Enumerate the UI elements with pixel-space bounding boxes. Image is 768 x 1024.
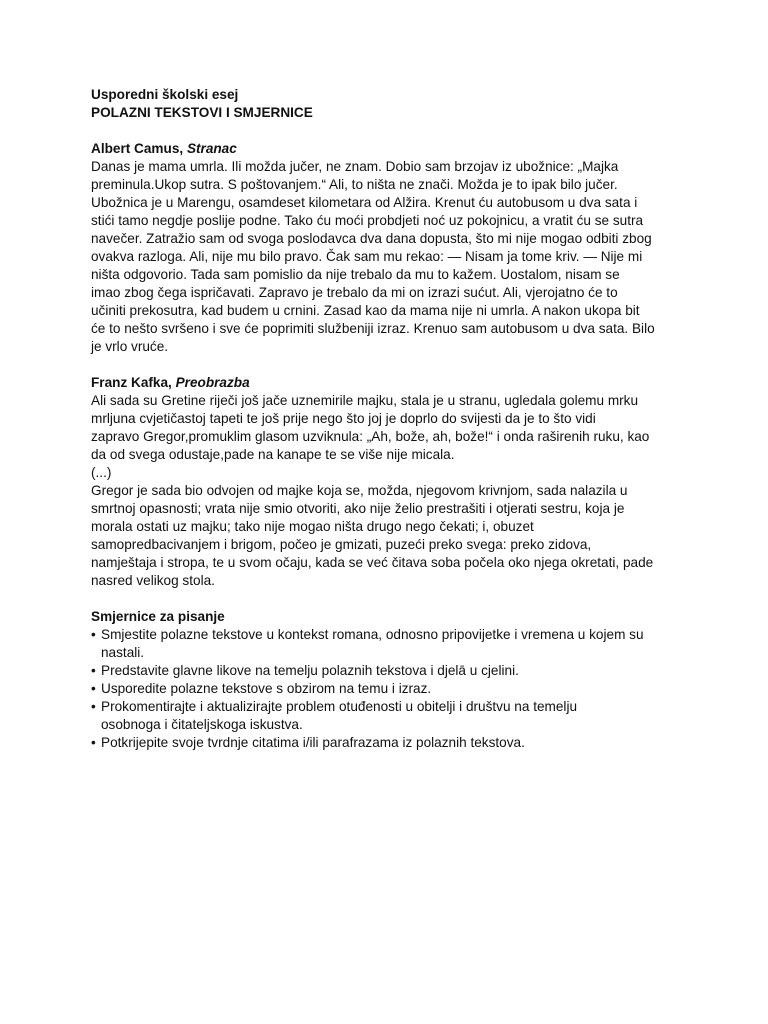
guidelines-list bbox=[91, 626, 691, 752]
list-item-text: Prokomentirajte i aktualizirajte problem otuđenosti u obitelji i društvu na temelju bbox=[101, 699, 578, 714]
list-item bbox=[91, 662, 691, 680]
essay-type: Usporedni školski esej bbox=[91, 87, 239, 102]
section-camus-heading bbox=[91, 140, 691, 158]
author-name: Franz Kafka, bbox=[91, 375, 176, 390]
document-heading: POLAZNI TEKSTOVI I SMJERNICE bbox=[91, 105, 313, 120]
text-line: Danas je mama umrla. Ili možda jučer, ne znam. Dobio sam brzojav iz ubožnice: „Majka bbox=[91, 159, 619, 174]
document-content bbox=[91, 86, 691, 752]
list-item-continuation: nastali. bbox=[101, 645, 145, 660]
text-line: da od svega odustaje,pade na kanape te se više nije micala. bbox=[91, 447, 455, 462]
list-item-text: Smjestite polazne tekstove u kontekst romana, odnosno pripovijetke i vremena u kojem su bbox=[101, 627, 644, 642]
work-title: Stranac bbox=[186, 141, 237, 156]
list-item bbox=[91, 734, 691, 752]
text-line: namještaja i stropa, te u svom očaju, kada se već čitava soba počela oko njega okretati, pade bbox=[91, 555, 654, 570]
list-item bbox=[91, 626, 691, 662]
bullet-icon: • bbox=[91, 663, 96, 678]
bullet-icon: • bbox=[91, 699, 96, 714]
text-line: (...) bbox=[91, 465, 112, 480]
bullet-icon: • bbox=[91, 627, 96, 642]
list-item-text: Usporedite polazne tekstove s obzirom na temu i izraz. bbox=[101, 681, 432, 696]
text-line: navečer. Zatražio sam od svoga poslodavca dva dana dopusta, što mi nije mogao odbiti zbog bbox=[91, 231, 652, 246]
list-item-text: Potkrijepite svoje tvrdnje citatima i/ili parafrazama iz polaznih tekstova. bbox=[101, 735, 525, 750]
text-line: morala ostati uz majku; tako nije mogao ništa drugo nego čekati; i, obuzet bbox=[91, 519, 534, 534]
text-line: imao zbog čega ispričavati. Zapravo je trebalo da mi on izrazi sućut. Ali, vjerojatno će to bbox=[91, 285, 618, 300]
text-line: nasred velikog stola. bbox=[91, 573, 215, 588]
section-kafka-text bbox=[91, 392, 691, 590]
text-line: zapravo Gregor,promuklim glasom uzviknula: „Ah, bože, ah, bože!“ i onda raširenih ruku, kao bbox=[91, 429, 650, 444]
text-line: mrljuna cvjetičastoj tapeti te još prije nego što joj je doprlo do svijesti da je to što vidi bbox=[91, 411, 596, 426]
list-item bbox=[91, 680, 691, 698]
text-line: Ali sada su Gretine riječi još jače uznemirile majku, stala je u stranu, ugledala golemu mrku bbox=[91, 393, 639, 408]
guidelines-heading: Smjernice za pisanje bbox=[91, 609, 225, 624]
text-line: ništa odgovorio. Tada sam pomislio da nije trebalo da mu to kažem. Uostalom, nisam se bbox=[91, 267, 620, 282]
work-title: Preobrazba bbox=[175, 375, 250, 390]
bullet-icon: • bbox=[91, 735, 96, 750]
text-line: preminula.Ukop sutra. S poštovanjem.“ Ali, to ništa ne znači. Možda je to ipak bilo jučer. bbox=[91, 177, 618, 192]
list-item bbox=[91, 698, 691, 734]
author-name: Albert Camus, bbox=[91, 141, 187, 156]
text-line: stići tamo negdje poslije podne. Tako ću moći probdjeti noć uz pokojnicu, a vratit ću se sutra bbox=[91, 213, 644, 228]
text-line: samopredbacivanjem i brigom, počeo je gmizati, puzeći preko svega: preko zidova, bbox=[91, 537, 592, 552]
text-line: Gregor je sada bio odvojen od majke koja se, možda, njegovom krivnjom, sada nalazila u bbox=[91, 483, 628, 498]
text-line: smrtnoj opasnosti; vrata nije smio otvoriti, ako nije želio prestrašiti i otjerati sestru, koja je bbox=[91, 501, 625, 516]
text-line: će to nešto svršeno i sve će poprimiti službeniji izraz. Krenuo sam autobusom u dva sata. Bilo bbox=[91, 321, 655, 336]
bullet-icon: • bbox=[91, 681, 96, 696]
text-line: učiniti prekosutra, kad budem u crnini. Zasad kao da mama nije ni umrla. A nakon ukopa bit bbox=[91, 303, 640, 318]
section-kafka-heading bbox=[91, 374, 691, 392]
list-item-text: Predstavite glavne likove na temelju polaznih tekstova i djelā u cjelini. bbox=[101, 663, 519, 678]
text-line: ovakva razloga. Ali, nije mu bilo pravo. Čak sam mu rekao: — Nisam ja tome kriv. — Nije mi bbox=[91, 249, 643, 264]
list-item-continuation: osobnoga i čitateljskoga iskustva. bbox=[101, 717, 303, 732]
section-camus-text bbox=[91, 158, 691, 356]
text-line: Ubožnica je u Marengu, osamdeset kilometara od Alžira. Krenut ću autobusom u dva sata i bbox=[91, 195, 638, 210]
text-line: je vrlo vruće. bbox=[91, 339, 169, 354]
